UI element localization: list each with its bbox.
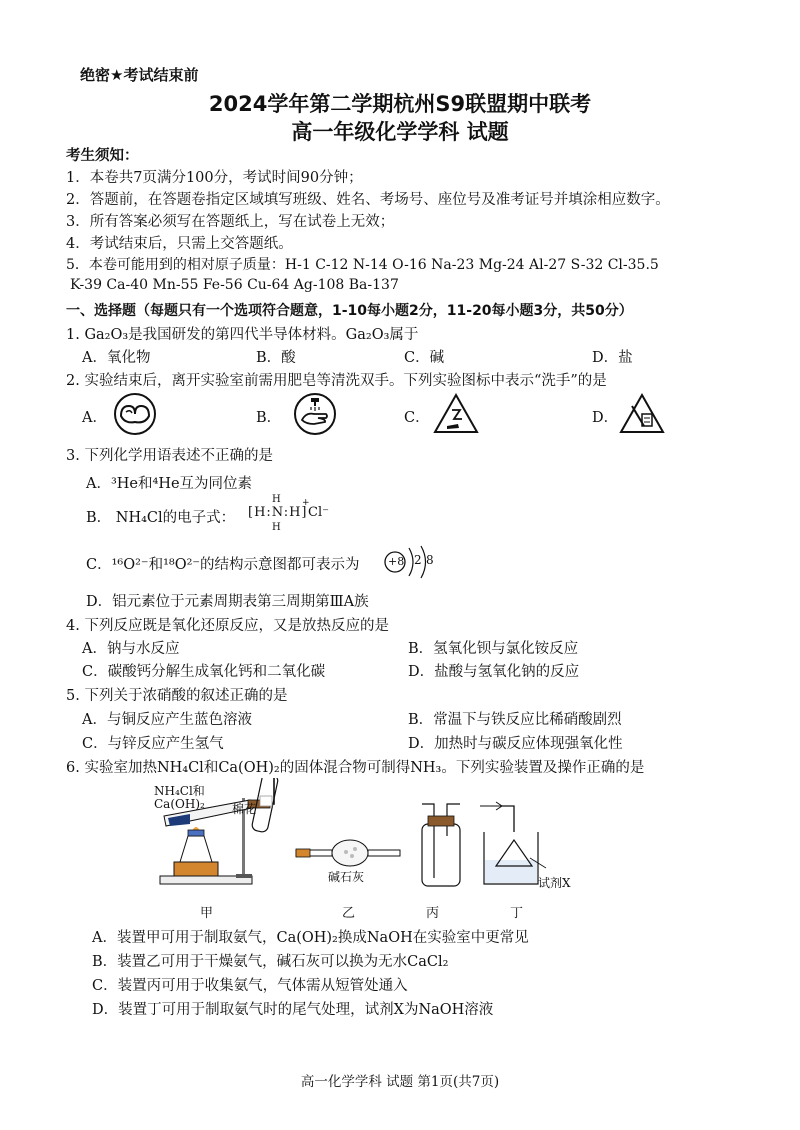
notice-item: 1．本卷共7页满分100分，考试时间90分钟； [66, 170, 363, 186]
q3-option-d: D．铝元素位于元素周期表第三周期第ⅢA族 [86, 594, 369, 610]
label-apparatus-bing: 丙 [426, 906, 440, 921]
label-reagent-x: 试剂X [538, 876, 571, 890]
label-apparatus-jia: 甲 [200, 906, 214, 921]
secret-label: 绝密★考试结束前 [80, 66, 199, 84]
label-mixture-line2: Ca(OH)₂ [154, 797, 205, 811]
electron-formula [248, 496, 328, 536]
q5-option-c: C．与锌反应产生氢气 [82, 736, 224, 752]
q6-option-d: D．装置丁可用于制取氨气时的尾气处理，试剂X为NaOH溶液 [92, 1002, 494, 1018]
label-soda-lime: 碱石灰 [328, 870, 365, 884]
formula-h-top: H [272, 494, 281, 505]
apparatus-ding [480, 802, 546, 884]
exam-title: 2024学年第二学期杭州S9联盟期中联考 [208, 92, 592, 116]
question-3-stem: 3. 下列化学用语表述不正确的是 [66, 448, 273, 464]
q1-option-a: A．氧化物 [82, 350, 151, 366]
question-4-stem: 4. 下列反应既是氧化还原反应，又是放热反应的是 [66, 618, 389, 634]
sharp-object-icon [618, 392, 666, 436]
notice-item: K-39 Ca-40 Mn-55 Fe-56 Cu-64 Ag-108 Ba-137 [70, 277, 399, 293]
q6-option-c: C．装置丙可用于收集氨气，气体需从短管处通入 [92, 978, 408, 994]
label-cotton: 棉花 [232, 802, 257, 816]
label-apparatus-ding: 丁 [510, 906, 524, 921]
apparatus-yi [296, 840, 400, 866]
question-5-stem: 5. 下列关于浓硝酸的叙述正确的是 [66, 688, 288, 704]
question-2-stem: 2. 实验结束后，离开实验室前需用肥皂等清洗双手。下列实验图标中表示“洗手”的是 [66, 373, 607, 389]
apparatus-figure [150, 778, 590, 910]
q1-option-b: B．酸 [256, 350, 296, 366]
electrical-hazard-icon [432, 392, 480, 436]
q3-option-a: A．³He和⁴He互为同位素 [86, 476, 253, 492]
question-1-stem: 1. Ga₂O₃是我国研发的第四代半导体材料。Ga₂O₃属于 [66, 327, 419, 343]
q5-option-a: A．与铜反应产生蓝色溶液 [82, 712, 252, 728]
label-mixture-line1: NH₄Cl和 [154, 784, 205, 798]
q1-option-c: C．碱 [404, 350, 445, 366]
q1-option-d: D．盐 [592, 350, 633, 366]
notice-item: 3．所有答案必须写在答题纸上，写在试卷上无效； [66, 214, 395, 230]
q4-option-c: C．碳酸钙分解生成氧化钙和二氧化碳 [82, 664, 326, 680]
q2-option-b: B． [256, 410, 282, 426]
formula-charge: + [302, 498, 310, 508]
q2-option-d: D． [592, 410, 619, 426]
q6-option-a: A．装置甲可用于制取氨气，Ca(OH)₂换成NaOH在实验室中更常见 [92, 930, 529, 946]
q4-option-a: A．钠与水反应 [82, 641, 180, 657]
shell-1-electrons: 2 [414, 553, 422, 567]
formula-chloride: Cl⁻ [308, 505, 329, 520]
notice-heading: 考生须知： [66, 148, 139, 164]
notice-item: 4．考试结束后，只需上交答题纸。 [66, 236, 293, 252]
q6-option-b: B．装置乙可用于干燥氨气，碱石灰可以换为无水CaCl₂ [92, 954, 449, 970]
hand-wash-icon [292, 392, 338, 436]
q2-option-a: A． [82, 410, 107, 426]
question-6-stem: 6. 实验室加热NH₄Cl和Ca(OH)₂的固体混合物可制得NH₃。下列实验装置及操作正确的是 [66, 760, 645, 776]
notice-item: 2．答题前，在答题卷指定区域填写班级、姓名、考场号、座位号及准考证号并填涂相应数字。 [66, 192, 670, 208]
exam-subtitle: 高一年级化学学科 试题 [291, 120, 509, 144]
page-footer: 高一化学学科 试题 第1页(共7页) [300, 1074, 500, 1090]
formula-bracket: [H:N:H] [248, 505, 308, 520]
label-apparatus-yi: 乙 [342, 906, 356, 921]
apparatus-bing [422, 804, 460, 886]
q4-option-d: D．盐酸与氢氧化钠的反应 [408, 664, 580, 680]
q4-option-b: B．氢氧化钡与氯化铵反应 [408, 641, 579, 657]
shell-2-electrons: 8 [426, 553, 434, 567]
nucleus-label: +8 [388, 555, 405, 568]
goggles-icon [112, 392, 158, 436]
section-heading: 一、选择题（每题只有一个选项符合题意，1-10每小题2分，11-20每小题3分，共50分） [66, 303, 633, 319]
q2-option-c: C． [404, 410, 430, 426]
q3-option-b: B． NH₄Cl的电子式： [86, 510, 236, 526]
q5-option-d: D．加热时与碳反应体现强氧化性 [408, 736, 623, 752]
q3-option-c: C．¹⁶O²⁻和¹⁸O²⁻的结构示意图都可表示为 [86, 557, 360, 573]
formula-h-bottom: H [272, 522, 281, 533]
notice-item: 5．本卷可能用到的相对原子质量：H-1 C-12 N-14 O-16 Na-23 Mg-24 Al-27 S-32 Cl-35.5 [66, 257, 659, 273]
q5-option-b: B．常温下与铁反应比稀硝酸剧烈 [408, 712, 622, 728]
